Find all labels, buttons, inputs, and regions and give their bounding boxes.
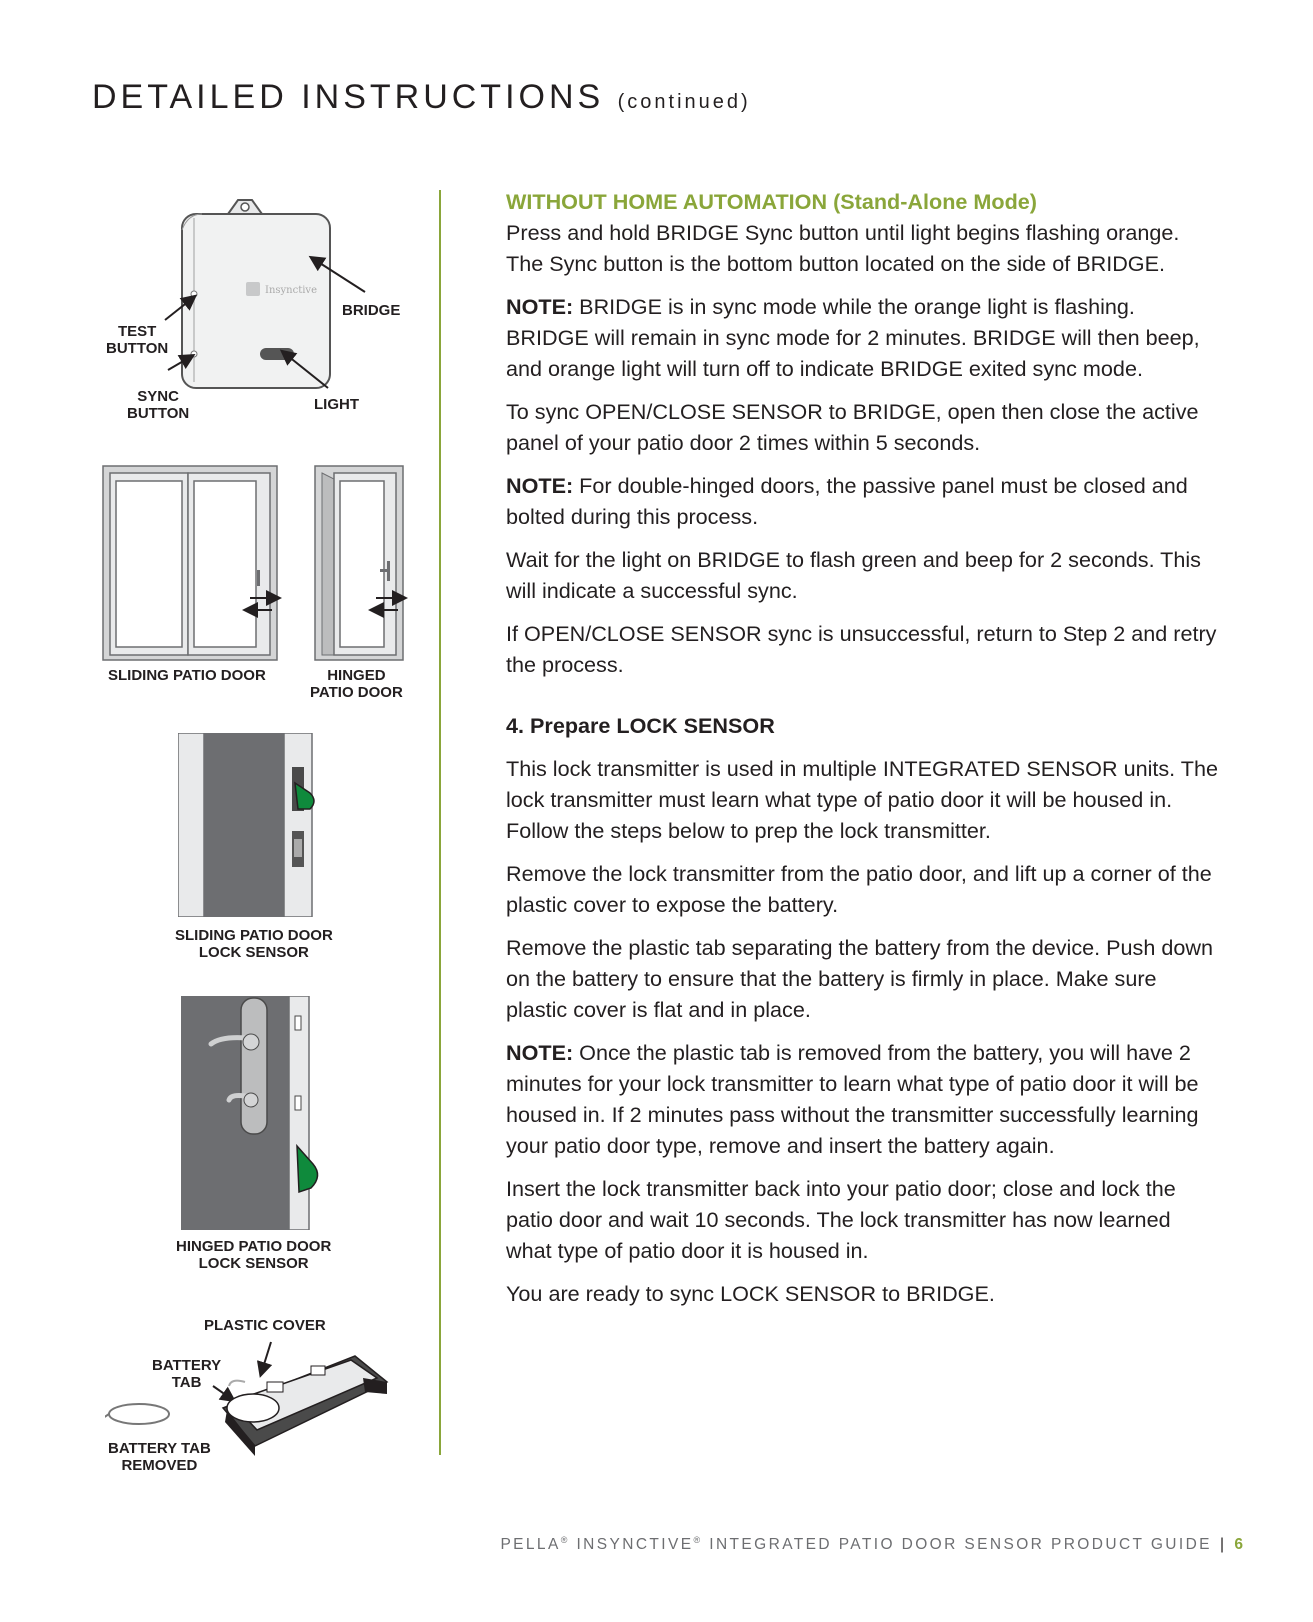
light-label: LIGHT: [314, 396, 359, 413]
bridge-logo-text: Insynctive: [265, 285, 317, 296]
footer-separator: |: [1219, 1536, 1227, 1554]
page-title: DETAILED INSTRUCTIONS (continued): [92, 78, 751, 116]
sliding-lock-sensor-label: SLIDING PATIO DOOR LOCK SENSOR: [175, 927, 333, 961]
hinged-lock-sensor-illustration: [181, 996, 331, 1230]
sliding-patio-door-illustration: [102, 465, 278, 661]
page-number: 6: [1234, 1536, 1243, 1554]
page-subtitle: (continued): [617, 91, 751, 113]
bridge-label: BRIDGE: [342, 302, 401, 319]
plastic-cover-label: PLASTIC COVER: [204, 1317, 326, 1334]
paragraph-note-double-hinged: NOTE: For double-hinged doors, the passive panel must be closed and bolted during this process.: [506, 473, 1188, 529]
instructions-content: [506, 186, 1218, 1321]
paragraph-note-two-minutes: NOTE: Once the plastic tab is removed from the battery, you will have 2 minutes for your lock transmitter to learn what type of patio door it will be housed in. If 2 minutes pass without the transmitter successfully learning your patio door type, remove and insert the battery again.: [506, 1040, 1199, 1158]
note-label: NOTE:: [506, 1040, 574, 1065]
paragraph-sync-open-close: To sync OPEN/CLOSE SENSOR to BRIDGE, open then close the active panel of your patio door 2 times within 5 seconds.: [506, 399, 1199, 455]
bridge-arrows: [150, 240, 400, 400]
paragraph-note-sync-mode: NOTE: BRIDGE is in sync mode while the orange light is flashing. BRIDGE will remain in sync mode for 2 minutes. BRIDGE will then beep, and orange light will turn off to indicate BRIDGE exited sync mode.: [506, 294, 1200, 381]
paragraph-wait-light: Wait for the light on BRIDGE to flash green and beep for 2 seconds. This will indicate a successful sync.: [506, 547, 1201, 603]
hinged-patio-door-illustration: [314, 465, 404, 661]
battery-tab-removed-label: BATTERY TAB REMOVED: [108, 1440, 211, 1474]
paragraph-ready-to-sync: You are ready to sync LOCK SENSOR to BRIDGE.: [506, 1281, 995, 1306]
sync-button-label: SYNC BUTTON: [127, 388, 190, 422]
paragraph-unsuccessful: If OPEN/CLOSE SENSOR sync is unsuccessful, return to Step 2 and retry the process.: [506, 621, 1217, 677]
sliding-door-arrows: [240, 588, 288, 618]
hinged-lock-sensor-label: HINGED PATIO DOOR LOCK SENSOR: [176, 1238, 332, 1272]
note-label: NOTE:: [506, 294, 574, 319]
column-divider: [439, 190, 441, 1455]
paragraph-lock-transmitter: This lock transmitter is used in multiple INTEGRATED SENSOR units. The lock transmitter must learn what type of patio door it will be housed in. Follow the steps below to prep the lock transmitter.: [506, 756, 1219, 843]
paragraph-insert-transmitter: Insert the lock transmitter back into your patio door; close and lock the patio door and wait 10 seconds. The lock transmitter has now learned what type of patio door it is housed in.: [506, 1176, 1176, 1263]
sliding-lock-sensor-illustration: [178, 733, 328, 917]
sliding-door-label: SLIDING PATIO DOOR: [108, 667, 266, 684]
battery-tab-label: BATTERY TAB: [152, 1357, 222, 1391]
paragraph-press-hold: Press and hold BRIDGE Sync button until light begins flashing orange. The Sync button is the bottom button located on the side of BRIDGE.: [506, 220, 1180, 276]
hinged-door-arrows: [366, 588, 412, 618]
test-button-label: TEST BUTTON: [106, 323, 169, 357]
paragraph-remove-tab: Remove the plastic tab separating the battery from the device. Push down on the battery to ensure that the battery is firmly in place. Make sure plastic cover is flat and in place.: [506, 935, 1213, 1022]
section-title: WITHOUT HOME AUTOMATION (Stand-Alone Mode): [506, 189, 1037, 214]
hinged-door-label: HINGED PATIO DOOR: [310, 667, 403, 701]
paragraph-remove-transmitter: Remove the lock transmitter from the patio door, and lift up a corner of the plastic cover to expose the battery.: [506, 861, 1212, 917]
page-footer: PELLA® INSYNCTIVE® INTEGRATED PATIO DOOR SENSOR PRODUCT GUIDE | 6: [500, 1535, 1243, 1554]
note-label: NOTE:: [506, 473, 574, 498]
step-title: 4. Prepare LOCK SENSOR: [506, 713, 775, 738]
